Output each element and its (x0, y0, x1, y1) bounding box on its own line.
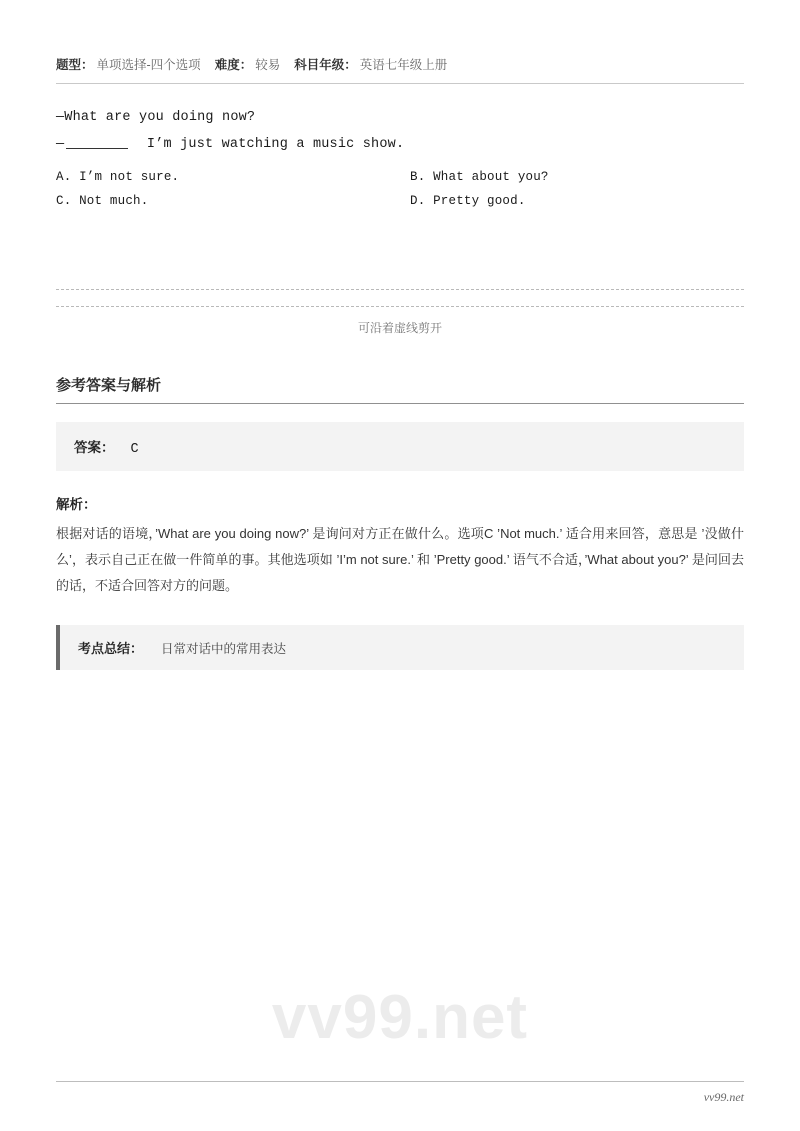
cut-hint-text: 可沿着虚线剪开 (357, 321, 442, 336)
option-c-text: Not much. (79, 193, 149, 208)
option-a-key: A. (56, 169, 72, 184)
page-footer (56, 1081, 744, 1105)
page-watermark: vv99.net (271, 983, 529, 1052)
cut-zone (56, 289, 744, 336)
meta-divider (56, 83, 744, 84)
meta-difficulty-label: 难度： (214, 58, 253, 72)
meta-type-value: 单项选择-四个选项 (96, 58, 201, 72)
option-a-text: I’m not sure. (79, 169, 180, 184)
option-c[interactable] (56, 190, 400, 214)
key-point-label: 考点总结： (78, 641, 144, 657)
option-row-2 (56, 190, 744, 214)
option-b-key: B. (410, 169, 426, 184)
meta-subject-value: 英语七年级上册 (359, 58, 448, 72)
meta-difficulty-value: 较易 (255, 58, 281, 72)
question-meta (56, 56, 744, 83)
explanation-text: 根据对话的语境，’What are you doing now?’ 是询问对方正在做什么。选项C ’Not much.’ 适合用来回答，意思是 ’没做什么’，表示自己正在做一件简单的事。其他选项如 ’I’m not sure.’ 和 ’Pretty good.’ 语气不合适，’What about you?’ 是问回去的话，不适合回答对方的问题。 (56, 526, 744, 594)
option-b[interactable] (400, 166, 744, 190)
meta-subject-label: 科目年级： (294, 58, 357, 72)
question-line-2-suffix: I’m just watching a music show. (130, 136, 405, 152)
cut-dashed-line-bottom (56, 306, 744, 307)
question-body (56, 104, 744, 214)
option-row-1 (56, 166, 744, 190)
answer-section-title: 参考答案与解析 (56, 377, 162, 395)
footer-divider (56, 1081, 744, 1082)
option-d-key: D. (410, 193, 426, 208)
answer-label: 答案： (74, 440, 115, 456)
option-b-text: What about you? (433, 169, 549, 184)
cut-dashed-line-top (56, 289, 744, 290)
option-a[interactable] (56, 166, 400, 190)
answer-blank (66, 136, 128, 149)
question-line-1: —What are you doing now? (56, 109, 256, 125)
option-d-text: Pretty good. (433, 193, 526, 208)
option-list (56, 166, 744, 214)
meta-type-label: 题型： (56, 58, 94, 72)
answer-section-divider (56, 403, 744, 404)
explanation-label: 解析： (56, 497, 97, 513)
answer-box (56, 422, 744, 471)
key-point-summary (56, 625, 744, 670)
footer-site-text: vv99.net (703, 1090, 744, 1104)
option-c-key: C. (56, 193, 72, 208)
key-point-value: 日常对话中的常用表达 (161, 642, 287, 657)
answer-value: C (130, 442, 139, 458)
option-d[interactable] (400, 190, 744, 214)
question-line-2 (56, 131, 744, 158)
question-line-2-prefix: — (56, 136, 65, 152)
